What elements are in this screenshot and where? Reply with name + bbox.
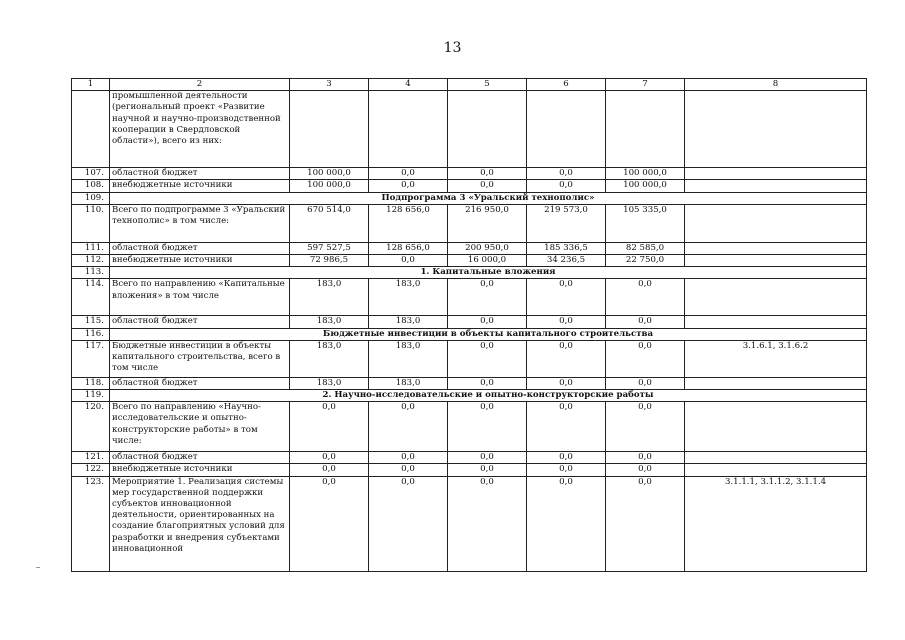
column-number-header — [72, 79, 867, 91]
header-cell: 8 — [685, 79, 867, 91]
value-cell: 0,0 — [527, 168, 606, 180]
row-number-cell: 118. — [72, 377, 110, 389]
program-table — [71, 78, 867, 572]
section-title-cell: Подпрограмма 3 «Уральский технополис» — [110, 192, 867, 204]
row-number-cell: 116. — [72, 328, 110, 340]
row-number-cell: 109. — [72, 192, 110, 204]
value-cell: 100 000,0 — [606, 168, 685, 180]
value-cell: 0,0 — [606, 316, 685, 328]
reference-cell — [685, 242, 867, 254]
row-name-cell: Всего по направлению «Капитальные вложения» в том числе — [110, 279, 290, 316]
row-name-cell: областной бюджет — [110, 316, 290, 328]
value-cell: 0,0 — [527, 476, 606, 571]
header-cell: 3 — [290, 79, 369, 91]
reference-cell — [685, 316, 867, 328]
header-cell: 1 — [72, 79, 110, 91]
value-cell: 183,0 — [369, 340, 448, 377]
value-cell: 100 000,0 — [606, 180, 685, 192]
value-cell: 128 656,0 — [369, 242, 448, 254]
row-name-cell: областной бюджет — [110, 452, 290, 464]
reference-cell — [685, 204, 867, 242]
value-cell: 0,0 — [369, 255, 448, 267]
header-cell: 6 — [527, 79, 606, 91]
value-cell: 0,0 — [448, 402, 527, 452]
value-cell: 0,0 — [606, 377, 685, 389]
value-cell: 82 585,0 — [606, 242, 685, 254]
table-row — [72, 255, 867, 267]
value-cell: 0,0 — [369, 168, 448, 180]
row-number-cell — [72, 91, 110, 168]
row-name-cell: Мероприятие 1. Реализация системы мер государственной поддержки субъектов инновационной деятельности, ориентированных на создание благоприятных условий для разработки и внедрения субъектами инновационной — [110, 476, 290, 571]
value-cell: 183,0 — [369, 377, 448, 389]
header-cell: 7 — [606, 79, 685, 91]
row-number-cell: 108. — [72, 180, 110, 192]
page-number: 13 — [443, 40, 462, 56]
reference-cell — [685, 402, 867, 452]
table-row — [72, 464, 867, 476]
table-row — [72, 476, 867, 571]
value-cell: 183,0 — [290, 377, 369, 389]
row-number-cell: 120. — [72, 402, 110, 452]
row-name-cell: Всего по подпрограмме 3 «Уральский технополис» в том числе: — [110, 204, 290, 242]
reference-cell — [685, 279, 867, 316]
reference-cell — [685, 255, 867, 267]
reference-cell — [685, 377, 867, 389]
row-name-cell: областной бюджет — [110, 168, 290, 180]
value-cell: 219 573,0 — [527, 204, 606, 242]
row-number-cell: 122. — [72, 464, 110, 476]
row-name-cell: Бюджетные инвестиции в объекты капитального строительства, всего в том числе — [110, 340, 290, 377]
row-number-cell: 119. — [72, 390, 110, 402]
value-cell: 0,0 — [606, 279, 685, 316]
row-number-cell: 113. — [72, 267, 110, 279]
section-title-cell: 2. Научно-исследовательские и опытно-конструкторские работы — [110, 390, 867, 402]
value-cell: 34 236,5 — [527, 255, 606, 267]
value-cell: 100 000,0 — [290, 180, 369, 192]
row-name-cell: промышленной деятельности (региональный проект «Развитие научной и научно-производственной кооперации в Свердловской области»), всего из них: — [110, 91, 290, 168]
value-cell: 0,0 — [527, 340, 606, 377]
reference-cell — [685, 91, 867, 168]
value-cell: 0,0 — [527, 452, 606, 464]
value-cell — [606, 91, 685, 168]
value-cell: 0,0 — [448, 452, 527, 464]
row-number-cell: 117. — [72, 340, 110, 377]
table-row — [72, 279, 867, 316]
value-cell: 0,0 — [448, 340, 527, 377]
section-row — [72, 192, 867, 204]
table-row — [72, 452, 867, 464]
value-cell: 100 000,0 — [290, 168, 369, 180]
section-row — [72, 328, 867, 340]
value-cell — [527, 91, 606, 168]
reference-cell — [685, 168, 867, 180]
value-cell: 200 950,0 — [448, 242, 527, 254]
row-number-cell: 121. — [72, 452, 110, 464]
value-cell: 0,0 — [448, 476, 527, 571]
row-name-cell: внебюджетные источники — [110, 255, 290, 267]
value-cell: 0,0 — [448, 316, 527, 328]
header-cell: 2 — [110, 79, 290, 91]
section-row — [72, 390, 867, 402]
row-number-cell: 114. — [72, 279, 110, 316]
row-number-cell: 115. — [72, 316, 110, 328]
value-cell: 0,0 — [527, 377, 606, 389]
row-number-cell: 107. — [72, 168, 110, 180]
header-cell: 5 — [448, 79, 527, 91]
value-cell: 0,0 — [369, 180, 448, 192]
reference-cell — [685, 452, 867, 464]
value-cell: 0,0 — [527, 464, 606, 476]
value-cell: 0,0 — [606, 476, 685, 571]
value-cell: 183,0 — [290, 279, 369, 316]
value-cell: 185 336,5 — [527, 242, 606, 254]
table-row — [72, 242, 867, 254]
row-number-cell: 111. — [72, 242, 110, 254]
table-row — [72, 91, 867, 168]
value-cell: 22 750,0 — [606, 255, 685, 267]
value-cell: 72 986,5 — [290, 255, 369, 267]
value-cell: 0,0 — [527, 316, 606, 328]
section-title-cell: 1. Капитальные вложения — [110, 267, 867, 279]
value-cell: 183,0 — [369, 316, 448, 328]
value-cell: 0,0 — [290, 464, 369, 476]
value-cell: 0,0 — [369, 464, 448, 476]
value-cell: 0,0 — [448, 279, 527, 316]
value-cell: 0,0 — [606, 402, 685, 452]
value-cell: 0,0 — [527, 402, 606, 452]
row-number-cell: 110. — [72, 204, 110, 242]
value-cell: 0,0 — [448, 377, 527, 389]
row-name-cell: Всего по направлению «Научно- исследовательские и опытно- конструкторские работы» в том числе: — [110, 402, 290, 452]
row-name-cell: областной бюджет — [110, 377, 290, 389]
value-cell — [369, 91, 448, 168]
table-row — [72, 377, 867, 389]
value-cell: 0,0 — [290, 452, 369, 464]
section-row — [72, 267, 867, 279]
table-row — [72, 316, 867, 328]
value-cell: 670 514,0 — [290, 204, 369, 242]
table-row — [72, 340, 867, 377]
value-cell: 0,0 — [290, 476, 369, 571]
value-cell: 0,0 — [448, 464, 527, 476]
table-row — [72, 204, 867, 242]
value-cell: 0,0 — [606, 464, 685, 476]
value-cell — [290, 91, 369, 168]
header-cell: 4 — [369, 79, 448, 91]
row-number-cell: 112. — [72, 255, 110, 267]
value-cell: 216 950,0 — [448, 204, 527, 242]
reference-cell — [685, 464, 867, 476]
value-cell: 597 527,5 — [290, 242, 369, 254]
value-cell: 183,0 — [290, 340, 369, 377]
value-cell: 16 000,0 — [448, 255, 527, 267]
reference-cell — [685, 180, 867, 192]
value-cell — [448, 91, 527, 168]
value-cell: 0,0 — [290, 402, 369, 452]
value-cell: 0,0 — [527, 180, 606, 192]
value-cell: 0,0 — [448, 168, 527, 180]
value-cell: 128 656,0 — [369, 204, 448, 242]
row-name-cell: внебюджетные источники — [110, 180, 290, 192]
section-title-cell: Бюджетные инвестиции в объекты капитального строительства — [110, 328, 867, 340]
row-name-cell: областной бюджет — [110, 242, 290, 254]
value-cell: 0,0 — [606, 452, 685, 464]
reference-cell: 3.1.6.1, 3.1.6.2 — [685, 340, 867, 377]
value-cell: 183,0 — [290, 316, 369, 328]
table-row — [72, 402, 867, 452]
value-cell: 105 335,0 — [606, 204, 685, 242]
row-name-cell: внебюджетные источники — [110, 464, 290, 476]
value-cell: 0,0 — [448, 180, 527, 192]
reference-cell: 3.1.1.1, 3.1.1.2, 3.1.1.4 — [685, 476, 867, 571]
table-row — [72, 180, 867, 192]
row-number-cell: 123. — [72, 476, 110, 571]
table-row — [72, 168, 867, 180]
value-cell: 183,0 — [369, 279, 448, 316]
value-cell: 0,0 — [606, 340, 685, 377]
value-cell: 0,0 — [369, 452, 448, 464]
margin-mark — [36, 567, 40, 568]
value-cell: 0,0 — [527, 279, 606, 316]
value-cell: 0,0 — [369, 402, 448, 452]
value-cell: 0,0 — [369, 476, 448, 571]
